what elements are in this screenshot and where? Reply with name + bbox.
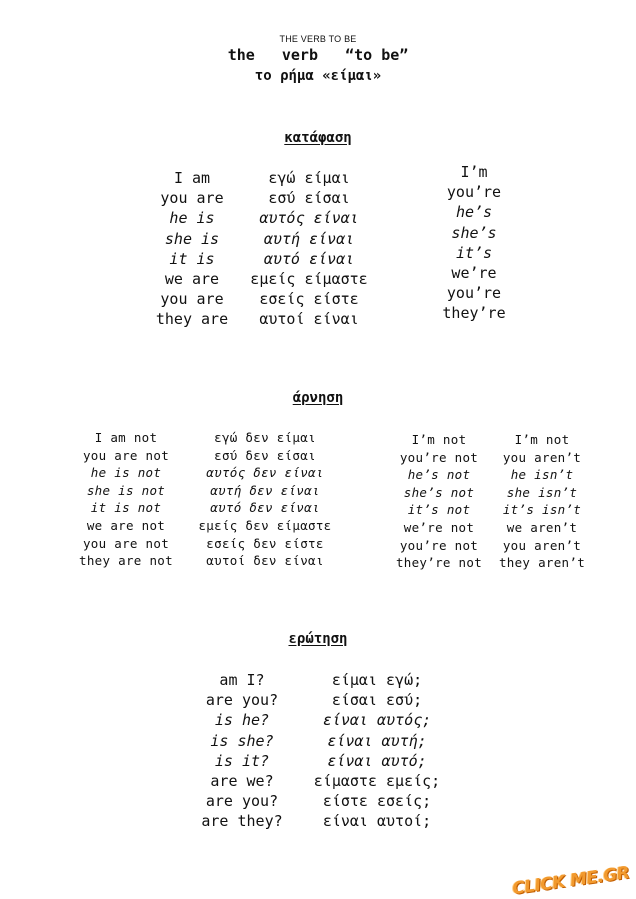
affirmative-english-item: it is (169, 249, 215, 268)
affirmative-english-item: she is (164, 229, 220, 248)
question-heading: ερώτηση (288, 631, 348, 647)
affirmative-greek-item: εμείς είμαστε (250, 269, 368, 288)
negative-contraction-item: I’m not (514, 432, 570, 447)
affirmative-contraction-item: you’re (446, 183, 502, 202)
question-greek-item: είστε εσείς; (322, 792, 432, 811)
question-english-item: is he? (214, 711, 270, 730)
negative-greek-item: εσείς δεν είστε (206, 535, 324, 551)
negative-contraction-item: you aren’t (502, 449, 582, 465)
question-greek-item: είσαι εσύ; (331, 691, 423, 710)
affirmative-contraction-item: he’s (455, 203, 493, 222)
negative-contraction-item: he isn’t (510, 467, 574, 483)
negative-greek-item: αυτός δεν είναι (206, 465, 324, 481)
clickme-logo: CLICK ME.GR (511, 862, 631, 899)
negative-contraction-item: it’s isn’t (502, 502, 582, 518)
negative-english-item: he is not (90, 465, 162, 481)
affirmative-greek-column (236, 168, 382, 330)
negative-contraction-item: you aren’t (502, 537, 582, 553)
affirmative-english-item: he is (169, 209, 215, 228)
negative-heading: άρνηση (292, 390, 344, 406)
negative-contraction-item: we’re not (403, 519, 475, 535)
negative-greek-column (190, 429, 340, 570)
affirmative-greek-item: εσύ είσαι (268, 189, 350, 208)
affirmative-english-item: I am (173, 169, 211, 187)
question-greek-item: είμαστε εμείς; (313, 771, 441, 790)
negative-contraction-item: we aren’t (506, 519, 578, 535)
negative-contraction-item: it’s not (407, 502, 471, 518)
affirmative-contraction-item: it’s (455, 243, 493, 262)
question-english-item: are we? (210, 771, 274, 790)
negative-contraction-item: they’re not (395, 555, 483, 571)
affirmative-contraction-item: we’re (451, 263, 497, 282)
question-english-item: are they? (201, 812, 283, 831)
question-english-item: am I? (219, 671, 265, 689)
negative-contraction-item: she isn’t (506, 484, 578, 500)
affirmative-english-column (140, 168, 244, 330)
question-english-item: are you? (205, 792, 279, 811)
affirmative-english-item: you are (160, 189, 224, 208)
negative-contraction-column-2 (494, 431, 590, 572)
affirmative-greek-item: αυτή είναι (263, 229, 355, 248)
question-greek-item: είναι αυτοί; (322, 812, 432, 831)
question-greek-item: είναι αυτός; (322, 711, 432, 730)
affirmative-greek-item: αυτός είναι (259, 209, 359, 228)
negative-greek-item: εγώ δεν είμαι (214, 430, 316, 445)
question-greek-column (302, 670, 452, 832)
question-greek-item: είναι αυτή; (327, 731, 427, 750)
question-english-item: is she? (210, 731, 274, 750)
small-title: THE VERB TO BE (279, 34, 357, 44)
negative-english-item: she is not (86, 482, 166, 498)
negative-english-column (68, 429, 184, 570)
question-english-item: is it? (214, 751, 270, 770)
negative-contraction-item: I’m not (411, 432, 467, 447)
main-title: the verb “to be” (227, 46, 409, 64)
affirmative-greek-item: αυτό είναι (263, 249, 355, 268)
negative-greek-item: αυτή δεν είναι (210, 482, 320, 498)
question-greek-item: είναι αυτό; (327, 751, 427, 770)
negative-contraction-item: she’s not (403, 484, 475, 500)
affirmative-contraction-item: she’s (451, 223, 497, 242)
negative-english-item: we are not (86, 517, 166, 533)
affirmative-greek-item: αυτοί είναι (259, 310, 359, 329)
affirmative-english-item: you are (160, 290, 224, 309)
affirmative-greek-item: εγώ είμαι (268, 169, 350, 187)
affirmative-english-item: they are (155, 310, 229, 329)
affirmative-contraction-column (432, 162, 516, 324)
negative-contraction-item: you’re not (399, 449, 479, 465)
negative-greek-item: εμείς δεν είμαστε (198, 517, 332, 533)
negative-greek-item: αυτοί δεν είναι (206, 553, 324, 569)
affirmative-english-item: we are (164, 269, 220, 288)
negative-english-item: you are not (82, 447, 170, 463)
negative-contraction-item: they aren’t (498, 555, 586, 571)
greek-title: το ρήμα «είμαι» (254, 68, 382, 84)
affirmative-heading: κατάφαση (284, 130, 352, 146)
affirmative-greek-item: εσείς είστε (259, 290, 359, 309)
question-english-column (190, 670, 294, 832)
affirmative-contraction-item: I’m (460, 163, 488, 181)
negative-english-item: they are not (79, 553, 173, 569)
negative-english-item: it is not (90, 500, 162, 516)
negative-english-item: I am not (94, 430, 158, 445)
question-greek-item: είμαι εγώ; (331, 671, 423, 689)
affirmative-contraction-item: they’re (442, 304, 506, 323)
negative-contraction-item: he’s not (407, 467, 471, 483)
affirmative-contraction-item: you’re (446, 284, 502, 303)
negative-greek-item: αυτό δεν είναι (210, 500, 320, 516)
negative-english-item: you are not (82, 535, 170, 551)
question-english-item: are you? (205, 691, 279, 710)
negative-contraction-item: you’re not (399, 537, 479, 553)
negative-contraction-column-1 (388, 431, 490, 572)
negative-greek-item: εσύ δεν είσαι (214, 447, 316, 463)
